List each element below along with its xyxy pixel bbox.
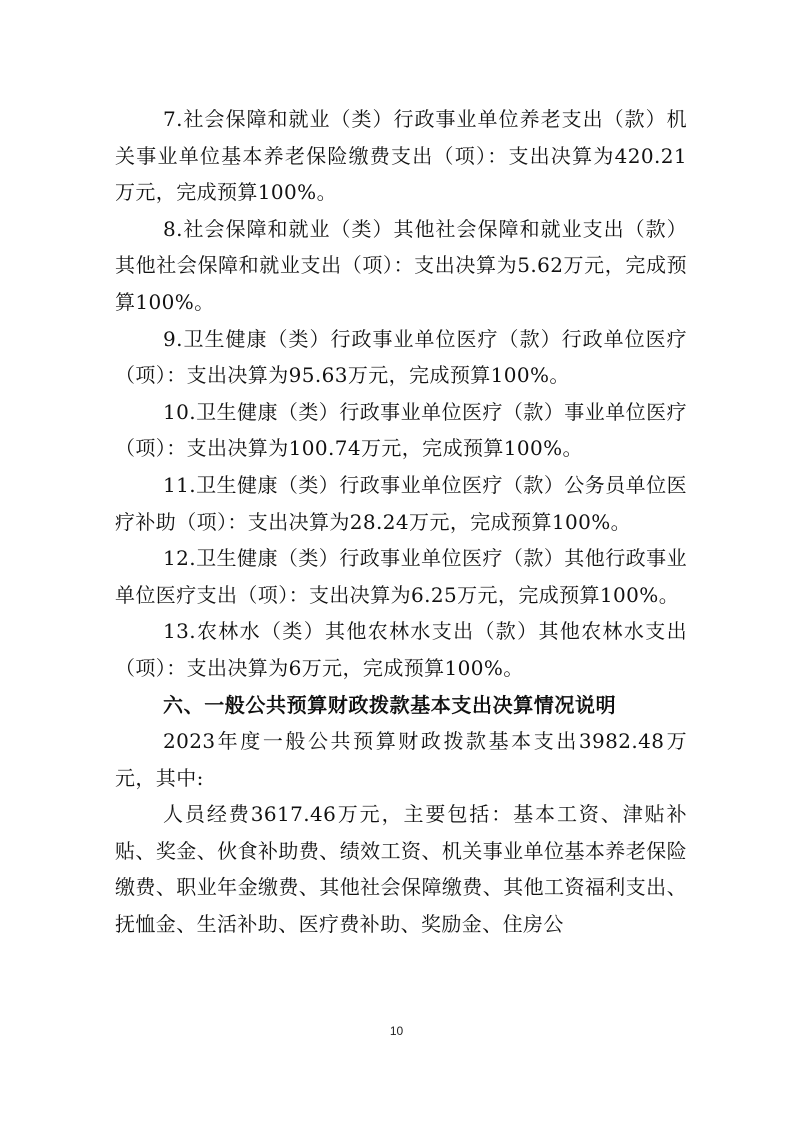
- page-number: 10: [389, 1024, 404, 1038]
- item-9-paragraph: 9.卫生健康（类）行政事业单位医疗（款）行政单位医疗（项）：支出决算为95.63万元，完成预算100%。: [115, 326, 687, 388]
- item-12-paragraph: 12.卫生健康（类）行政事业单位医疗（款）其他行政事业单位医疗支出（项）：支出决算为6.25万元，完成预算100%。: [115, 546, 687, 607]
- item-8-paragraph: 8.社会保障和就业（类）其他社会保障和就业支出（款）其他社会保障和就业支出（项）：支出决算为5.62万元，完成预算100%。: [115, 216, 687, 314]
- personnel-expense-paragraph: 人员经费3617.46万元，主要包括：基本工资、津贴补贴、奖金、伙食补助费、绩效工资、机关事业单位基本养老保险缴费、职业年金缴费、其他社会保障缴费、其他工资福利支出、抚恤金、生活补助、医疗费补助、奖励金、住房公: [115, 802, 687, 937]
- section-6-heading: 六、一般公共预算财政拨款基本支出决算情况说明: [163, 692, 617, 717]
- item-10-paragraph: 10.卫生健康（类）行政事业单位医疗（款）事业单位医疗（项）：支出决算为100.74万元，完成预算100%。: [115, 399, 687, 461]
- document-body: [115, 101, 687, 943]
- item-7-paragraph: 7.社会保障和就业（类）行政事业单位养老支出（款）机关事业单位基本养老保险缴费支出（项）：支出决算为420.21万元，完成预算100%。: [115, 107, 687, 205]
- item-13-paragraph: 13.农林水（类）其他农林水支出（款）其他农林水支出（项）：支出决算为6万元，完成预算100%。: [115, 619, 687, 680]
- basic-expenditure-summary: 2023年度一般公共预算财政拨款基本支出3982.48万元，其中:: [115, 729, 687, 790]
- item-11-paragraph: 11.卫生健康（类）行政事业单位医疗（款）公务员单位医疗补助（项）：支出决算为28.24万元，完成预算100%。: [115, 472, 687, 534]
